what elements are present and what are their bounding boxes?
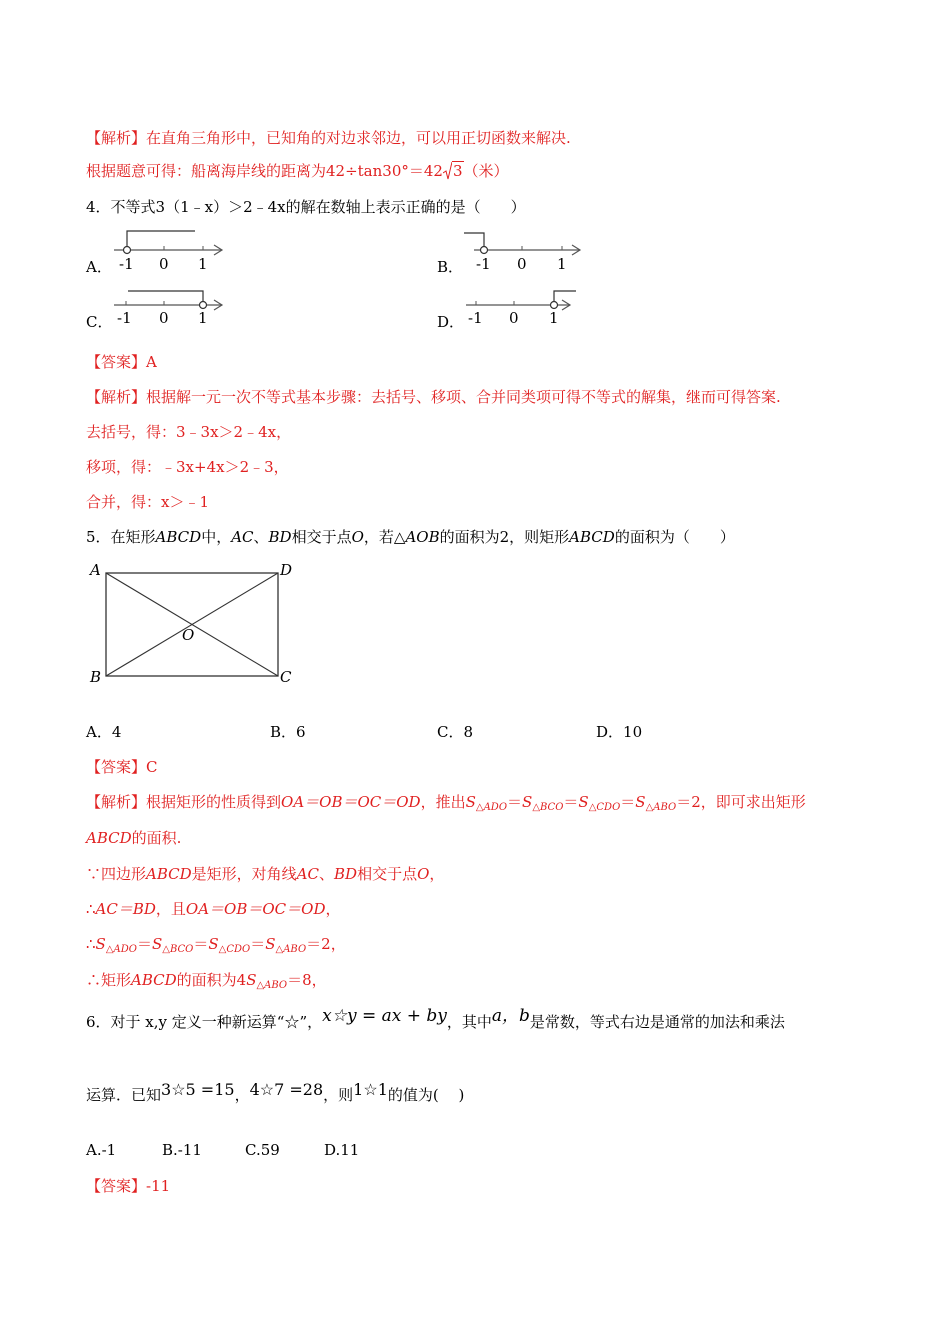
tick-label: 1 xyxy=(198,255,208,273)
tick-label: -1 xyxy=(476,255,491,273)
tick-label: 1 xyxy=(198,309,208,327)
math-var: ABCD xyxy=(569,528,615,546)
text: ， xyxy=(429,865,445,883)
therefore-symbol: ∴ xyxy=(86,900,96,918)
tick-label: -1 xyxy=(117,309,132,327)
text: 运算．已知 xyxy=(86,1086,162,1104)
math-var: S xyxy=(95,935,106,953)
subscript: △ABO xyxy=(275,944,307,955)
math-var: ABCD xyxy=(131,971,177,989)
text: 、 xyxy=(318,865,334,883)
q6-option-d[interactable]: D.11 xyxy=(324,1141,360,1159)
equals: ＝ xyxy=(620,793,636,811)
q4-step-1: 去括号，得：3﹣3x＞2﹣4x， xyxy=(86,423,292,441)
math-var: BD xyxy=(334,865,358,883)
math-var: O xyxy=(351,528,364,546)
q6-stem xyxy=(86,1006,785,1032)
math-var: S xyxy=(265,935,276,953)
text: 5．在矩形 xyxy=(86,528,156,546)
text: 6．对于 x,y 定义一种新运算“☆”， xyxy=(86,1013,323,1031)
q4-analysis xyxy=(86,387,781,407)
text: ∵四边形 xyxy=(86,865,147,883)
text: 中， xyxy=(201,528,232,546)
calc-unit: （米） xyxy=(463,162,509,180)
therefore-symbol: ∴ xyxy=(86,935,96,953)
tick-label: 0 xyxy=(517,255,527,273)
q4-option-b-label[interactable]: B． xyxy=(437,258,464,276)
q5-option-a[interactable]: A．4 xyxy=(86,723,122,741)
text: 、 xyxy=(253,528,269,546)
text: 相交于点 xyxy=(357,865,418,883)
q4-stem: 4．不等式3（1﹣x）＞2﹣4x的解在数轴上表示正确的是（ ） xyxy=(86,198,526,216)
math-expr: 4☆7 =28 xyxy=(249,1080,324,1099)
text: 的值为( ) xyxy=(387,1086,465,1104)
q5-therefore-2 xyxy=(86,934,346,960)
q4-option-d-label[interactable]: D． xyxy=(437,313,465,331)
math-expr: 3☆5 =15 xyxy=(161,1080,235,1099)
q5-option-d[interactable]: D．10 xyxy=(596,723,643,741)
math-expr: AC＝BD xyxy=(95,900,156,918)
equals: ＝ xyxy=(250,935,266,953)
analysis-tag: 【解析】 xyxy=(86,129,147,147)
vertex-label-c: C xyxy=(280,668,292,686)
calc-text: 根据题意可得：船离海岸线的距离为42÷tan30°＝42 xyxy=(86,162,443,180)
math-var: S xyxy=(465,793,476,811)
q6-answer xyxy=(86,1176,170,1196)
math-var: ABCD xyxy=(86,829,132,847)
analysis-tag: 【解析】 xyxy=(86,793,147,811)
sqrt-symbol xyxy=(443,161,464,181)
subscript: △CDO xyxy=(218,944,251,955)
math-var: S xyxy=(151,935,163,953)
q4-option-a-number-line[interactable] xyxy=(110,228,230,276)
q6-option-a[interactable]: A.-1 xyxy=(86,1141,117,1159)
tick-label: -1 xyxy=(119,255,134,273)
text: ＝2，即可求出矩形 xyxy=(676,793,806,811)
math-var: AOB xyxy=(405,528,440,546)
text: 相交于点 xyxy=(291,528,352,546)
q5-option-c[interactable]: C．8 xyxy=(437,723,474,741)
analysis-tag: 【解析】 xyxy=(86,388,147,406)
q3-calc xyxy=(86,161,509,181)
text: ，且 xyxy=(155,900,186,918)
text: 的面积为2，则矩形 xyxy=(439,528,570,546)
q5-analysis-line2 xyxy=(86,828,181,848)
q5-analysis xyxy=(86,792,806,818)
equals: ＝ xyxy=(136,935,152,953)
center-label-o: O xyxy=(182,626,195,644)
text: ∴矩形 xyxy=(86,971,132,989)
text: ，其中 xyxy=(446,1013,492,1031)
text: 是矩形，对角线 xyxy=(191,865,297,883)
math-var: S xyxy=(578,793,589,811)
math-var: S xyxy=(522,793,533,811)
tick-label: 0 xyxy=(159,255,169,273)
math-var: S xyxy=(246,971,257,989)
math-var: S xyxy=(635,793,646,811)
math-expr: OA＝OB＝OC＝OD xyxy=(281,793,421,811)
equals: ＝ xyxy=(193,935,209,953)
answer-tag: 【答案】 xyxy=(86,758,147,776)
text: ＝2， xyxy=(306,935,346,953)
math-var: a，b xyxy=(491,1006,530,1026)
q4-step-3: 合并，得：x＞﹣1 xyxy=(86,493,210,511)
subscript: △CDO xyxy=(588,802,621,813)
analysis-text: 在直角三角形中，已知角的对边求邻边，可以用正切函数来解决. xyxy=(146,129,571,147)
text: ， xyxy=(325,900,341,918)
equals: ＝ xyxy=(507,793,523,811)
formula: x☆y = ax + by xyxy=(322,1006,447,1026)
q4-option-d-number-line[interactable] xyxy=(462,287,587,331)
answer-tag: 【答案】 xyxy=(86,353,147,371)
math-var: AC xyxy=(296,865,319,883)
q6-option-b[interactable]: B.-11 xyxy=(162,1141,202,1159)
tick-label: 0 xyxy=(509,309,519,327)
vertex-label-b: B xyxy=(90,668,102,686)
text: 的面积. xyxy=(131,829,182,847)
answer-value: C xyxy=(146,758,158,776)
text: ，若△ xyxy=(363,528,406,546)
q5-stem xyxy=(86,527,735,547)
math-var: S xyxy=(208,935,219,953)
text: ， xyxy=(234,1086,250,1104)
q5-rectangle-figure xyxy=(86,558,301,688)
q5-option-b[interactable]: B．6 xyxy=(270,723,306,741)
subscript: △BCO xyxy=(162,944,194,955)
q6-stem-line2 xyxy=(86,1080,465,1105)
text: ，推出 xyxy=(420,793,466,811)
math-var: AC xyxy=(231,528,254,546)
text: 是常数，等式右边是通常的加法和乘法 xyxy=(529,1013,785,1031)
answer-value: A xyxy=(146,353,157,371)
math-var: ABCD xyxy=(146,865,192,883)
subscript: △ADO xyxy=(475,802,508,813)
subscript: △ABO xyxy=(256,980,288,991)
q4-step-2: 移项，得：﹣3x+4x＞2﹣3， xyxy=(86,458,289,476)
q4-option-b-number-line[interactable] xyxy=(462,228,587,276)
equals: ＝ xyxy=(563,793,579,811)
q5-therefore-3 xyxy=(86,970,327,996)
text: ＝8， xyxy=(287,971,327,989)
math-expr: OA＝OB＝OC＝OD xyxy=(185,900,326,918)
q5-answer xyxy=(86,757,158,777)
q4-option-c-number-line[interactable] xyxy=(110,287,230,331)
analysis-text: 根据解一元一次不等式基本步骤：去括号、移项、合并同类项可得不等式的解集，继而可得答案. xyxy=(146,388,781,406)
text: 的面积为（ ） xyxy=(614,528,735,546)
q4-answer xyxy=(86,352,157,372)
tick-label: -1 xyxy=(468,309,483,327)
tick-label: 1 xyxy=(549,309,559,327)
math-var: ABCD xyxy=(155,528,202,546)
answer-tag: 【答案】 xyxy=(86,1177,147,1195)
q4-option-a-label[interactable]: A． xyxy=(86,258,112,276)
tick-label: 1 xyxy=(557,255,567,273)
q5-therefore-1 xyxy=(86,899,341,919)
math-var: BD xyxy=(268,528,292,546)
text: ，则 xyxy=(323,1086,354,1104)
radical-sign-icon xyxy=(443,161,452,181)
vertex-label-d: D xyxy=(280,561,293,579)
subscript: △ABO xyxy=(645,802,677,813)
q5-because xyxy=(86,864,444,884)
math-expr: 1☆1 xyxy=(353,1080,388,1099)
q4-option-c-label[interactable]: C． xyxy=(86,313,113,331)
subscript: △ADO xyxy=(105,944,137,955)
text: 根据矩形的性质得到 xyxy=(146,793,282,811)
tick-label: 0 xyxy=(159,309,169,327)
q6-option-c[interactable]: C.59 xyxy=(245,1141,280,1159)
vertex-label-a: A xyxy=(90,561,101,579)
subscript: △BCO xyxy=(532,802,564,813)
q3-analysis xyxy=(86,128,571,148)
math-var: O xyxy=(417,865,430,883)
radicand: 3 xyxy=(452,162,463,180)
text: 的面积为4 xyxy=(176,971,247,989)
answer-value: -11 xyxy=(146,1177,171,1195)
